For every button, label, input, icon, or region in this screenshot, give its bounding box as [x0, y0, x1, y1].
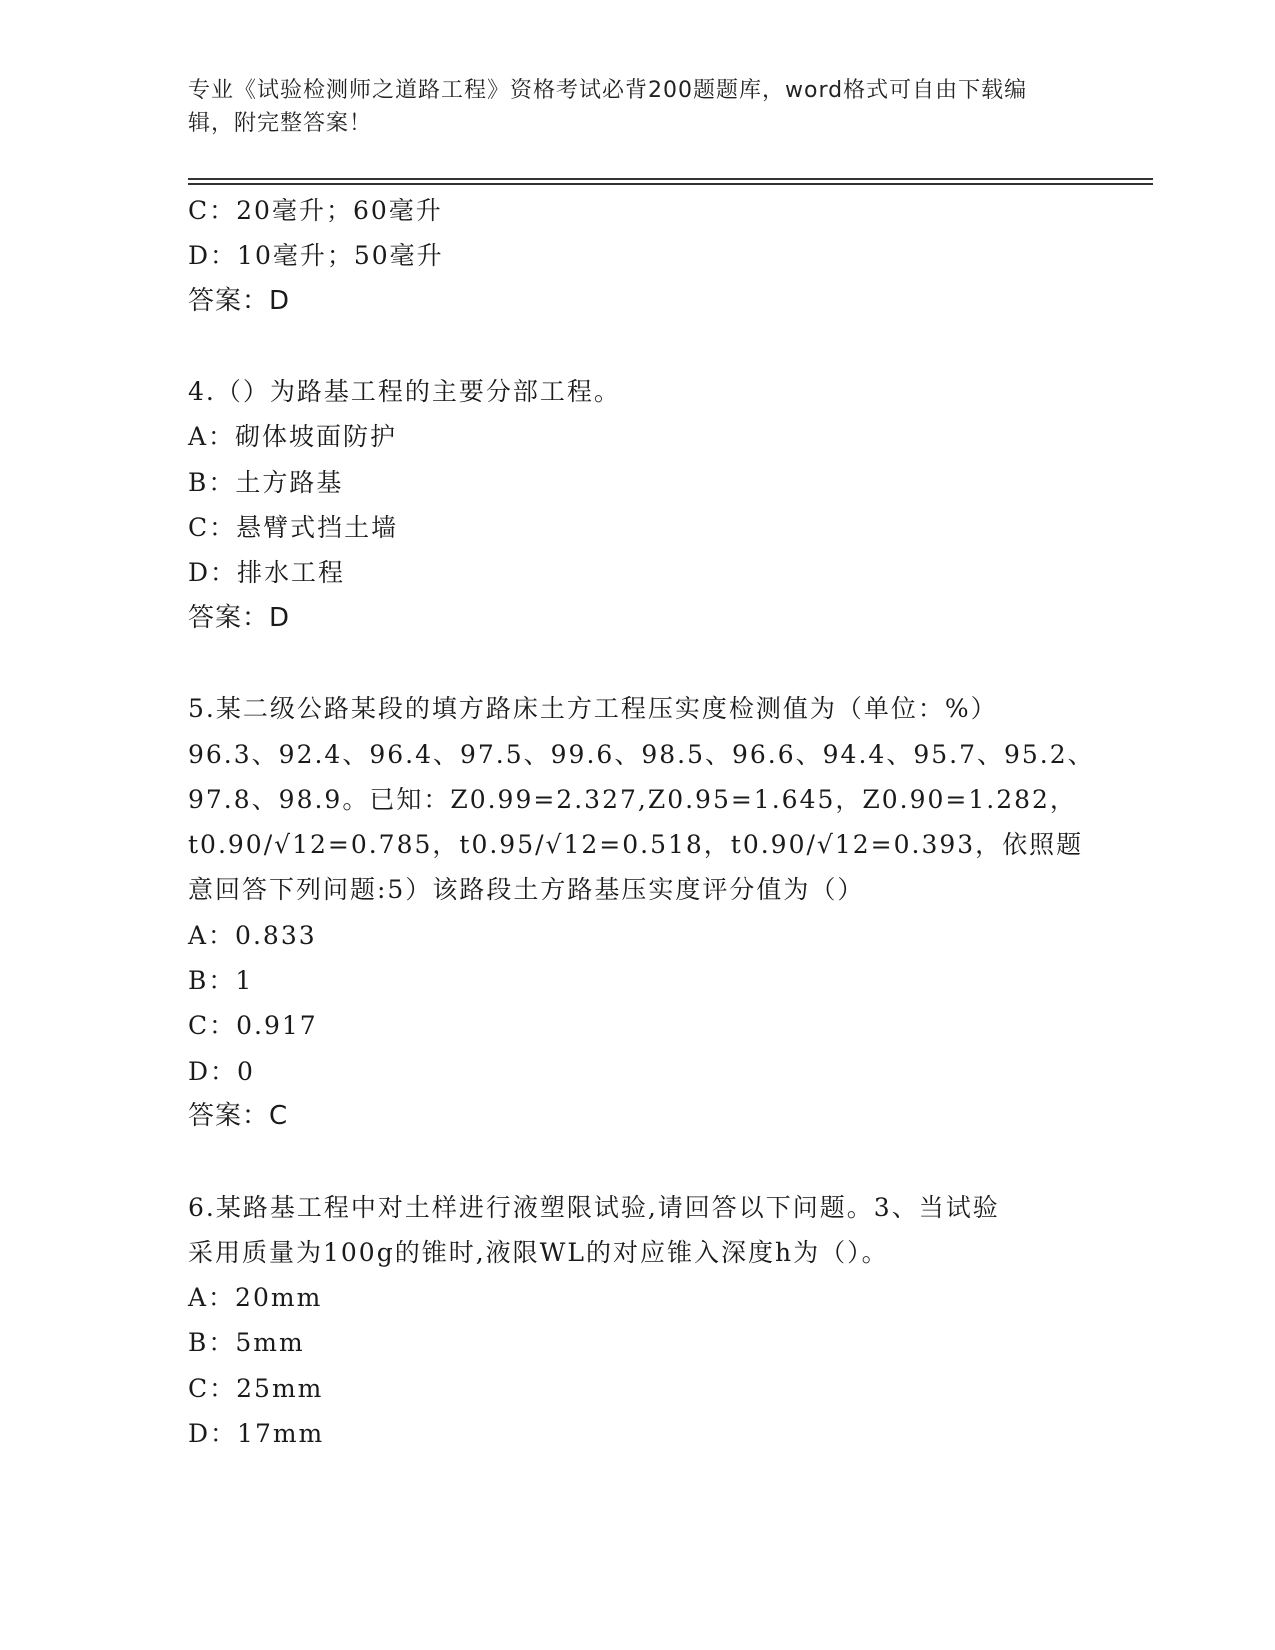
question-stem-line: 97.8、98.9。已知：Z0.99=2.327,Z0.95=1.645，Z0.90=1.282， — [188, 784, 1077, 814]
question-4 — [188, 369, 1068, 641]
answer-line: 答案：D — [188, 602, 291, 633]
question-6 — [188, 1185, 1068, 1457]
question-3-continued — [188, 188, 1068, 324]
question-stem-line: 5.某二级公路某段的填方路床土方工程压实度检测值为（单位：%） — [188, 694, 998, 724]
option-d: D：17mm — [188, 1419, 325, 1449]
spacer — [188, 1139, 1068, 1184]
question-stem-line: t0.90/√12=0.785，t0.95/√12=0.518，t0.90/√12=0.393，依照题 — [188, 830, 1084, 860]
option-b: B：1 — [188, 966, 254, 996]
question-list — [188, 188, 1095, 1456]
question-stem-line: 意回答下列问题:5）该路段土方路基压实度评分值为（） — [188, 875, 865, 905]
option-d: D：0 — [188, 1056, 255, 1086]
question-stem-line: 采用质量为100g的锥时,液限WL的对应锥入深度h为（）。 — [188, 1237, 889, 1267]
question-5 — [188, 686, 1095, 1139]
option-b: B：土方路基 — [188, 467, 344, 497]
option-b: B：5mm — [188, 1328, 305, 1358]
question-stem: 4.（）为路基工程的主要分部工程。 — [188, 377, 621, 407]
option-a: A：20mm — [188, 1283, 323, 1313]
document-header: 专业《试验检测师之道路工程》资格考试必背200题题库，word格式可自由下载编辑，附完整答案！ — [188, 78, 1028, 136]
question-stem-line: 96.3、92.4、96.4、97.5、99.6、98.5、96.6、94.4、95.7、95.2、 — [188, 739, 1095, 769]
question-stem-line: 6.某路基工程中对土样进行液塑限试验,请回答以下问题。3、当试验 — [188, 1192, 1000, 1222]
option-c: C：20毫升；60毫升 — [188, 196, 443, 225]
option-c: C：25mm — [188, 1373, 324, 1403]
option-a: A：砌体坡面防护 — [188, 422, 398, 452]
option-c: C：0.917 — [188, 1011, 318, 1041]
option-d: D：10毫升；50毫升 — [188, 241, 444, 271]
option-d: D：排水工程 — [188, 558, 346, 588]
answer-line: 答案：D — [188, 285, 291, 316]
option-a: A：0.833 — [188, 920, 317, 950]
spacer — [188, 324, 1068, 369]
spacer — [188, 641, 1068, 686]
header-rule-top — [188, 178, 1153, 180]
header-rule-bottom — [188, 183, 1153, 185]
answer-line: 答案：C — [188, 1100, 289, 1131]
option-c: C：悬臂式挡土墙 — [188, 513, 399, 543]
